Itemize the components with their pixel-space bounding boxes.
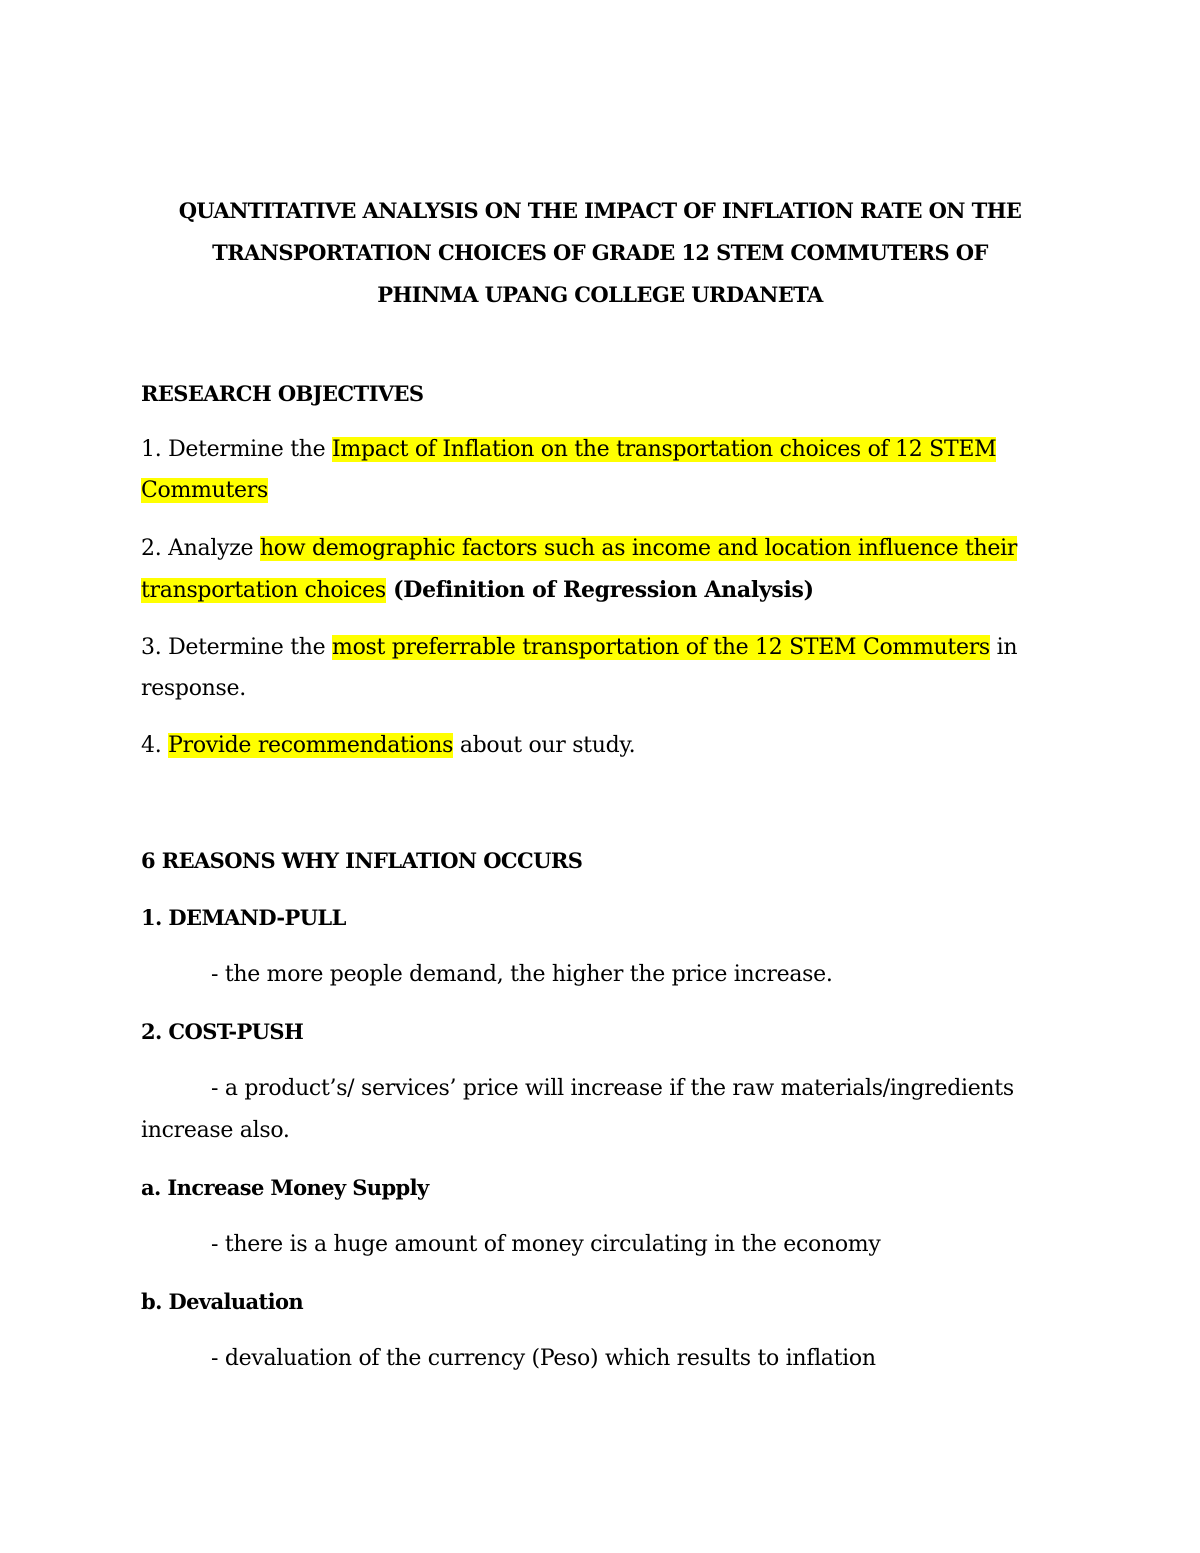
objective-4 — [141, 733, 635, 758]
objective-1-prefix: 1. Determine the — [141, 437, 333, 462]
reason-1-title: 1. DEMAND-PULL — [141, 905, 346, 930]
objective-4-suffix: about our study. — [453, 733, 636, 758]
objective-2 — [141, 536, 1017, 561]
subreason-b-description: - devaluation of the currency (Peso) which results to inflation — [211, 1346, 876, 1371]
subreason-a-title: a. Increase Money Supply — [141, 1175, 429, 1200]
reason-2-title: 2. COST-PUSH — [141, 1019, 304, 1044]
objective-4-prefix: 4. — [141, 733, 169, 758]
objective-2-prefix: 2. Analyze — [141, 536, 260, 561]
reasons-heading: 6 REASONS WHY INFLATION OCCURS — [141, 848, 583, 873]
objective-1 — [141, 437, 996, 462]
objective-3 — [141, 635, 1017, 660]
reason-2-description-continuation: increase also. — [141, 1118, 290, 1143]
objective-1-highlight: Impact of Inflation on the transportation choices of 12 STEM — [332, 437, 997, 462]
objective-1-continuation — [141, 478, 268, 503]
objective-2-continuation — [141, 577, 814, 603]
objective-1-highlight-continuation: Commuters — [141, 478, 268, 503]
objective-3-suffix: in — [989, 635, 1018, 660]
reason-2-description: - a product’s/ services’ price will increase if the raw materials/ingredients — [211, 1076, 1014, 1101]
objective-2-note: (Definition of Regression Analysis) — [385, 577, 814, 603]
objective-3-prefix: 3. Determine the — [141, 635, 333, 660]
objective-3-continuation: response. — [141, 676, 246, 701]
reason-1-description: - the more people demand, the higher the price increase. — [211, 962, 833, 987]
objective-2-highlight-continuation: transportation choices — [141, 578, 386, 603]
subreason-b-title: b. Devaluation — [141, 1289, 304, 1314]
research-objectives-heading: RESEARCH OBJECTIVES — [141, 381, 424, 406]
subreason-a-description: - there is a huge amount of money circulating in the economy — [211, 1232, 881, 1257]
objective-2-highlight: how demographic factors such as income and location influence their — [259, 536, 1018, 561]
objective-4-highlight: Provide recommendations — [168, 733, 454, 758]
document-title-line-3: PHINMA UPANG COLLEGE URDANETA — [377, 282, 823, 307]
document-title-line-1: QUANTITATIVE ANALYSIS ON THE IMPACT OF INFLATION RATE ON THE — [178, 198, 1022, 223]
objective-3-highlight: most preferrable transportation of the 12 STEM Commuters — [332, 635, 990, 660]
document-title-line-2: TRANSPORTATION CHOICES OF GRADE 12 STEM COMMUTERS OF — [212, 240, 988, 265]
